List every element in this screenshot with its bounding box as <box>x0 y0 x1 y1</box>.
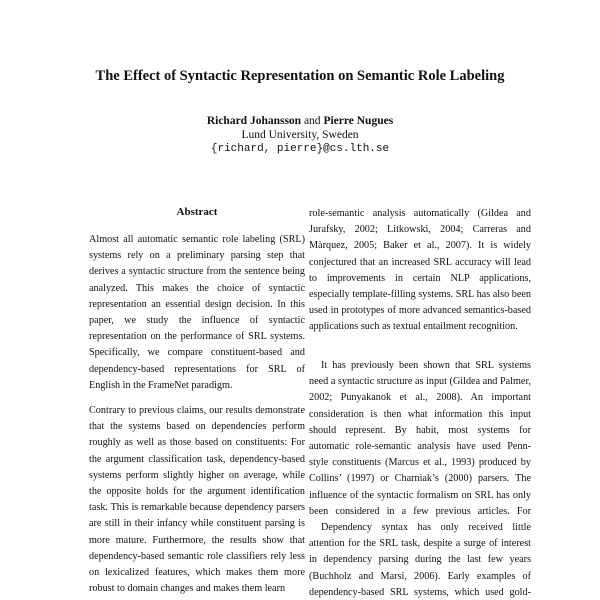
abstract-heading: Abstract <box>176 206 218 218</box>
author-1: Richard Johansson <box>206 115 302 127</box>
body-paragraph-2: It has previously been shown that SRL systems need a syntactic structure as input (Gildea and Palmer, 2002; Punyakanok et al., 2008). An important consideration is then what information this input should represent. By habit, most systems for automatic role-semantic analysis have used Penn-style constituents (Marcus et al., 1993) produced by Collins’ (1997) or Charniak’s (2000) parsers. The influence of the syntactic formalism on SRL has only been considered in a few previous articles. For <box>309 360 531 517</box>
affiliation: Lund University, Sweden <box>241 129 359 141</box>
email: {richard, pierre}@cs.lth.se <box>210 143 390 155</box>
body-paragraph-3: Dependency syntax has only received little attention for the SRL task, despite a surge of interest in dependency parsing during the last few years (Buchholz and Marsi, 2006). Early examples of dependency-based SRL systems, which used gold- <box>309 522 531 598</box>
author-conjunction: and <box>303 115 321 127</box>
author-2: Pierre Nugues <box>323 115 394 127</box>
body-paragraph-1: role-semantic analysis automatically (Gildea and Jurafsky, 2002; Litkowski, 2004; Carreras and Màrquez, 2005; Baker et al., 2007). It is widely conjectured that an increased SRL accuracy will lead to improvements in certain NLP applications, especially template-filling systems. SRL has also been used in prototypes of more advanced semantics-based applications such as textual entailment recognition. <box>309 208 531 333</box>
author-names <box>0 114 600 128</box>
author-block <box>0 114 600 156</box>
abstract-paragraph-1: Almost all automatic semantic role labeling (SRL) systems rely on a preliminary parsing step that derives a syntactic structure from the sentence being analyzed. This makes the choice of syntactic representation an essential design decision. In this paper, we study the influence of syntactic representation on the performance of SRL systems. Specifically, we compare constituent-based and dependency-based representations for SRL of English in the FrameNet paradigm. <box>89 234 305 391</box>
paper-title: The Effect of Syntactic Representation on Semantic Role Labeling <box>95 68 505 84</box>
abstract-paragraph-2: Contrary to previous claims, our results demonstrate that the systems based on dependencies perform roughly as well as those based on constituents: For the argument classification task, dependency-based systems perform slightly higher on average, while the opposite holds for the argument identification task. This is remarkable because dependency parsers are still in their infancy while constituent parsing is more mature. Furthermore, the results show that dependency-based semantic role classifiers rely less on lexicalized features, which makes them more robust to domain changes and makes them learn <box>89 405 305 595</box>
